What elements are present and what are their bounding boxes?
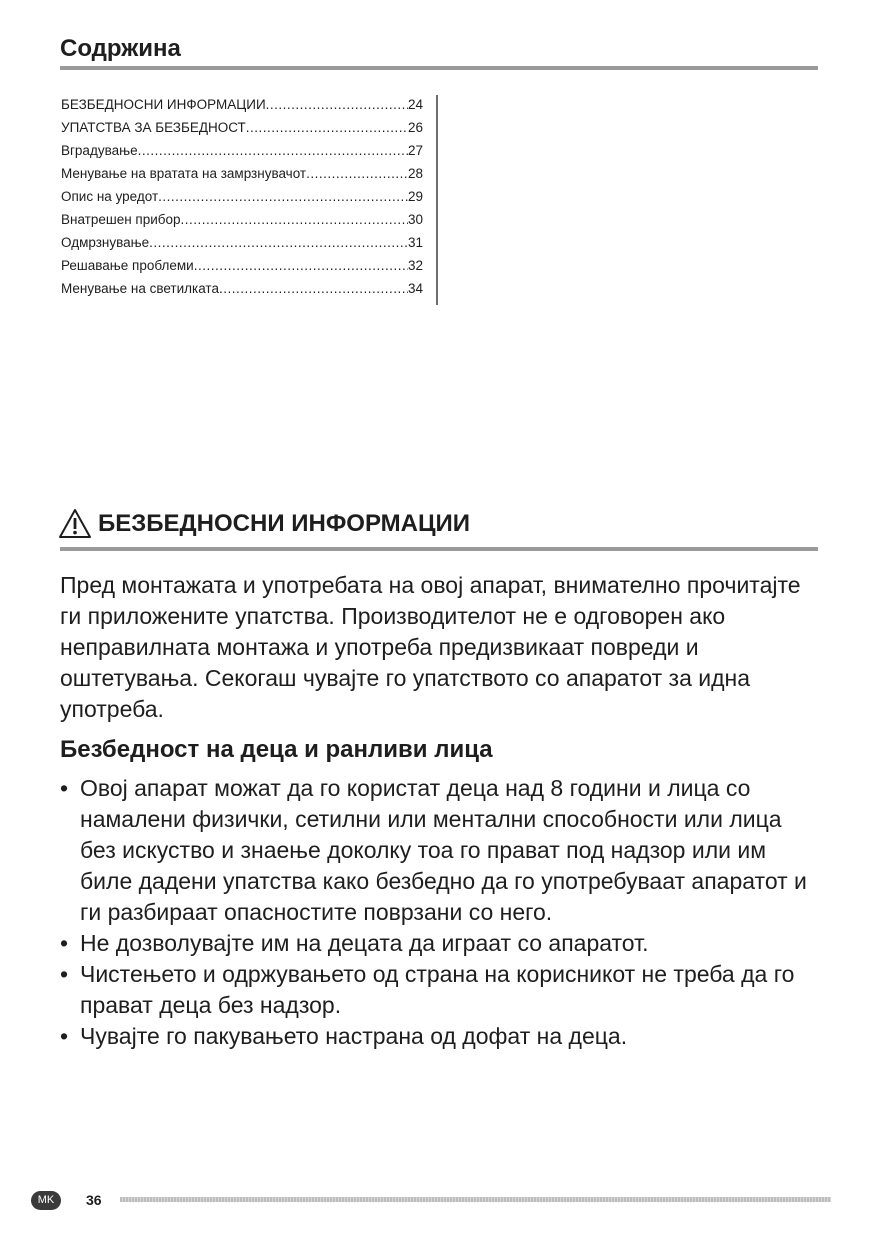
list-item-text: Чистењето и одржувањето од страна на корисникот не треба да го прават деца без надзор.: [80, 961, 795, 1018]
toc-leader-dots: [138, 139, 408, 162]
toc-leader-dots: [246, 116, 408, 139]
toc-item[interactable]: [61, 231, 423, 254]
list-item-text: Овој апарат можат да го користат деца над 8 години и лица со намалени физички, сетилни или ментални способности или лица без искуство и знаење доколку тоа го прават под надзор или им биле дадени упатства како безбедно да го употребуваат апаратот и ги разбираат опасностите поврзани со него.: [80, 775, 807, 925]
toc-leader-dots: [181, 208, 408, 231]
toc-item-label: Менување на вратата на замрзнувачот: [61, 166, 307, 181]
bullet-icon: •: [60, 1023, 69, 1049]
list-item-text: Не дозволувајте им на децата да играат со апаратот.: [80, 930, 649, 956]
list-item: [60, 928, 820, 959]
toc-item[interactable]: [61, 185, 423, 208]
toc-leader-dots: [266, 93, 408, 116]
toc-item-page: 24: [407, 97, 423, 112]
safety-heading-text: БЕЗБЕДНОСНИ ИНФОРМАЦИИ: [98, 510, 471, 537]
toc-leader-dots: [219, 277, 408, 300]
safety-intro-paragraph: Пред монтажата и употребата на овој апарат, внимателно прочитајте ги приложените упатства. Производителот не е одговорен ако неправилната монтажа и употреба предизвикаат повреди и оштетувања. Секогаш чувајте го упатството со апаратот за идна употреба.: [60, 572, 801, 722]
toc-item[interactable]: [61, 277, 423, 300]
toc-item-label: Решавање проблеми: [61, 258, 194, 273]
toc-item-page: 31: [407, 235, 423, 250]
list-item: [60, 1021, 820, 1052]
warning-triangle-icon: [58, 508, 92, 540]
list-item: [60, 959, 820, 1021]
toc-item[interactable]: [61, 254, 423, 277]
toc-item-label: Опис на уредот: [61, 189, 159, 204]
toc-leader-dots: [158, 185, 408, 208]
toc-item-page: 29: [407, 189, 423, 204]
page-number: 36: [86, 1192, 102, 1208]
safety-information-heading: [58, 508, 470, 540]
toc-item-page: 32: [407, 258, 423, 273]
toc-item-page: 26: [407, 120, 423, 135]
toc-leader-dots: [149, 231, 408, 254]
toc-item-label: Одмрзнување: [61, 235, 150, 250]
toc-item-label: Менување на светилката: [61, 281, 219, 296]
toc-item-page: 28: [407, 166, 423, 181]
toc-item-label: Вградување: [61, 143, 138, 158]
toc-vertical-divider: [436, 95, 438, 305]
children-safety-list: [60, 773, 820, 1052]
toc-item-page: 34: [407, 281, 423, 296]
toc-item-page: 27: [407, 143, 423, 158]
toc-item[interactable]: [61, 139, 423, 162]
toc-item-page: 30: [407, 212, 423, 227]
list-item: [60, 773, 820, 928]
footer-divider: [120, 1197, 831, 1202]
list-item-text: Чувајте го пакувањето настрана од дофат на деца.: [80, 1023, 628, 1049]
contents-divider: [60, 66, 818, 70]
contents-title: Содржина: [60, 35, 181, 62]
toc-item[interactable]: [61, 162, 423, 185]
safety-divider: [60, 547, 818, 551]
toc-leader-dots: [306, 162, 408, 185]
table-of-contents: [61, 93, 423, 300]
toc-item-label: БЕЗБЕДНОСНИ ИНФОРМАЦИИ: [61, 97, 266, 112]
bullet-icon: •: [60, 930, 69, 956]
toc-item-label: Внатрешен прибор: [61, 212, 181, 227]
language-badge: MK: [31, 1191, 61, 1210]
toc-item[interactable]: [61, 116, 423, 139]
children-safety-heading: Безбедност на деца и ранливи лица: [60, 736, 493, 763]
bullet-icon: •: [60, 775, 69, 801]
toc-leader-dots: [194, 254, 408, 277]
toc-item-label: УПАТСТВА ЗА БЕЗБЕДНОСТ: [61, 120, 246, 135]
toc-item[interactable]: [61, 93, 423, 116]
bullet-icon: •: [60, 961, 69, 987]
toc-item[interactable]: [61, 208, 423, 231]
